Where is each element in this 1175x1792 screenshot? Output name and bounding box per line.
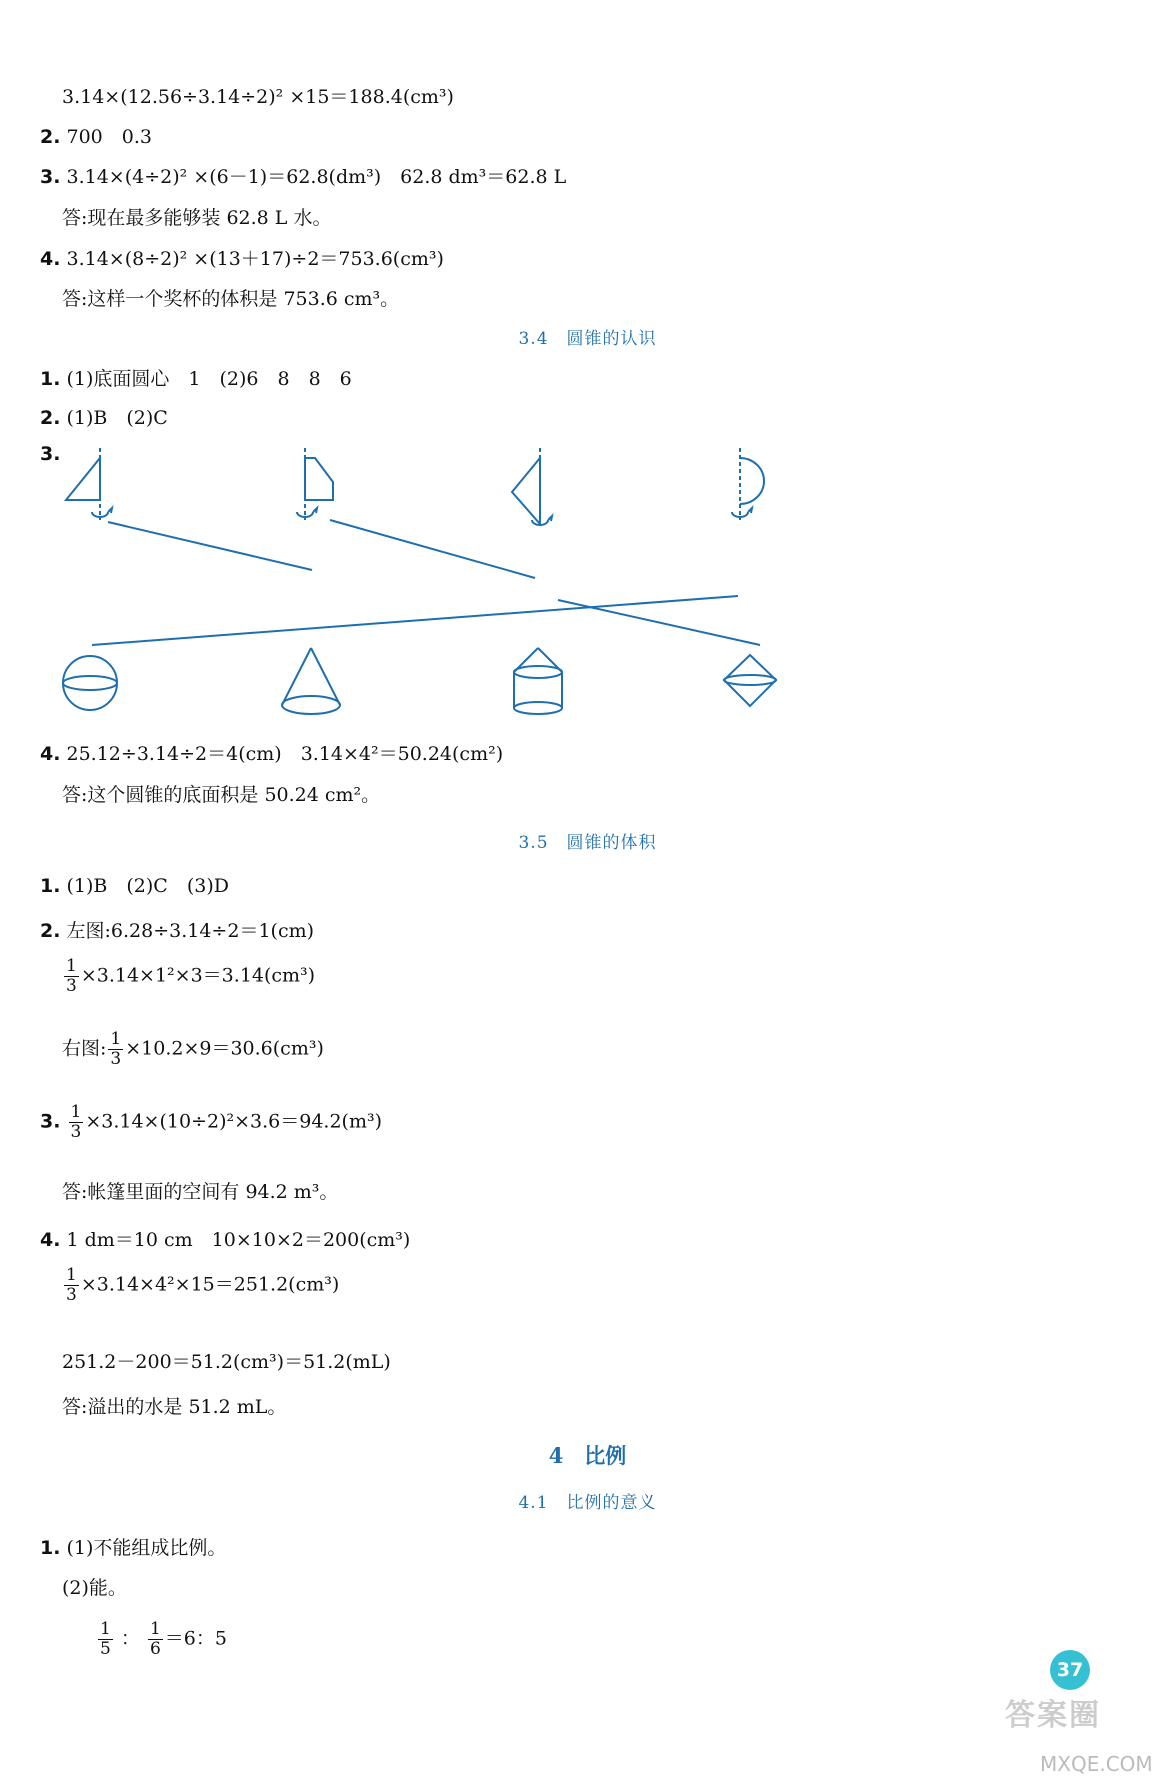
q2-left-volume: $\frac{1}{3}$ ×3.14×1²×3＝3.14(cm³) <box>66 956 316 996</box>
watermark-logo: 答案圈 <box>1005 1698 1101 1733</box>
cone-cylinder-solid <box>514 648 562 714</box>
trapezoid-shape <box>297 448 333 520</box>
right-triangle-shape <box>66 448 112 520</box>
q3-answer: 3. 3.14×(4÷2)² ×(6－1)＝62.8(dm³) 62.8 dm³＝62.8 L <box>40 166 567 188</box>
semicircle-shape <box>732 448 764 520</box>
fraction: $\frac{1}{6}$ <box>149 1619 161 1659</box>
q3-answer: 3. $\frac{1}{3}$ ×3.14×(10÷2)²×3.6＝94.2(m³) <box>40 1102 382 1142</box>
q4-answer: 4. 25.12÷3.14÷2＝4(cm) 3.14×4²＝50.24(cm²) <box>40 743 504 765</box>
ratio-equation: $\frac{1}{5}$ ： $\frac{1}{6}$ ＝6：5 <box>100 1619 227 1659</box>
formula-line: 3.14×(12.56÷3.14÷2)² ×15＝188.4(cm³) <box>62 86 454 108</box>
q2-answer: 2. (1)B (2)C <box>40 407 168 429</box>
chapter-title: 4 比例 <box>548 1443 627 1468</box>
cone-solid <box>282 648 340 714</box>
double-cone-solid <box>724 655 776 706</box>
watermark-url: MXQE.COM <box>1040 1752 1153 1776</box>
page-number: 37 <box>1050 1650 1090 1690</box>
q4-answer: 4. 3.14×(8÷2)² ×(13＋17)÷2＝753.6(cm³) <box>40 248 444 270</box>
fraction: $\frac{1}{3}$ <box>66 1265 77 1305</box>
q3-conclusion: 答:帐篷里面的空间有 94.2 m³。 <box>62 1181 339 1203</box>
fraction: $\frac{1}{5}$ <box>100 1619 111 1659</box>
q4-conclusion: 答:这样一个奖杯的体积是 753.6 cm³。 <box>62 288 400 310</box>
match-line <box>330 520 535 578</box>
q1-answer: 1. (1)底面圆心 1 (2)6 8 8 6 <box>40 368 352 390</box>
section-title-3-4: 3.4 圆锥的认识 <box>518 329 657 349</box>
q4-conclusion: 答:这个圆锥的底面积是 50.24 cm²。 <box>62 784 381 806</box>
q2-answer: 2. 700 0.3 <box>40 126 152 148</box>
q4-conclusion: 答:溢出的水是 51.2 mL。 <box>62 1396 287 1418</box>
q2-right-volume: 右图: $\frac{1}{3}$ ×10.2×9＝30.6(cm³) <box>62 1029 324 1069</box>
fraction: $\frac{1}{3}$ <box>70 1102 82 1142</box>
fraction: $\frac{1}{3}$ <box>66 956 77 996</box>
q3-conclusion: 答:现在最多能够装 62.8 L 水。 <box>62 207 332 229</box>
section-title-3-5: 3.5 圆锥的体积 <box>518 833 657 853</box>
match-line <box>92 596 738 645</box>
q3-label: 3. <box>40 443 61 465</box>
q1-answer: 1. (1)不能组成比例。 <box>40 1537 227 1559</box>
q1-answer: 1. (1)B (2)C (3)D <box>40 875 229 897</box>
q4-cone-volume: $\frac{1}{3}$ ×3.14×4²×15＝251.2(cm³) <box>66 1265 340 1305</box>
q2-answer: 2. 左图:6.28÷3.14÷2＝1(cm) <box>40 920 315 942</box>
match-line <box>108 522 312 570</box>
rhombus-half-shape <box>512 448 552 525</box>
section-title-4-1: 4.1 比例的意义 <box>518 1493 657 1513</box>
fraction: $\frac{1}{3}$ <box>110 1029 122 1069</box>
q4-overflow-calc: 251.2－200＝51.2(cm³)＝51.2(mL) <box>62 1351 391 1373</box>
q1-part2: (2)能。 <box>62 1577 127 1599</box>
sphere-solid <box>63 656 117 710</box>
q4-answer: 4. 1 dm＝10 cm 10×10×2＝200(cm³) <box>40 1229 411 1251</box>
